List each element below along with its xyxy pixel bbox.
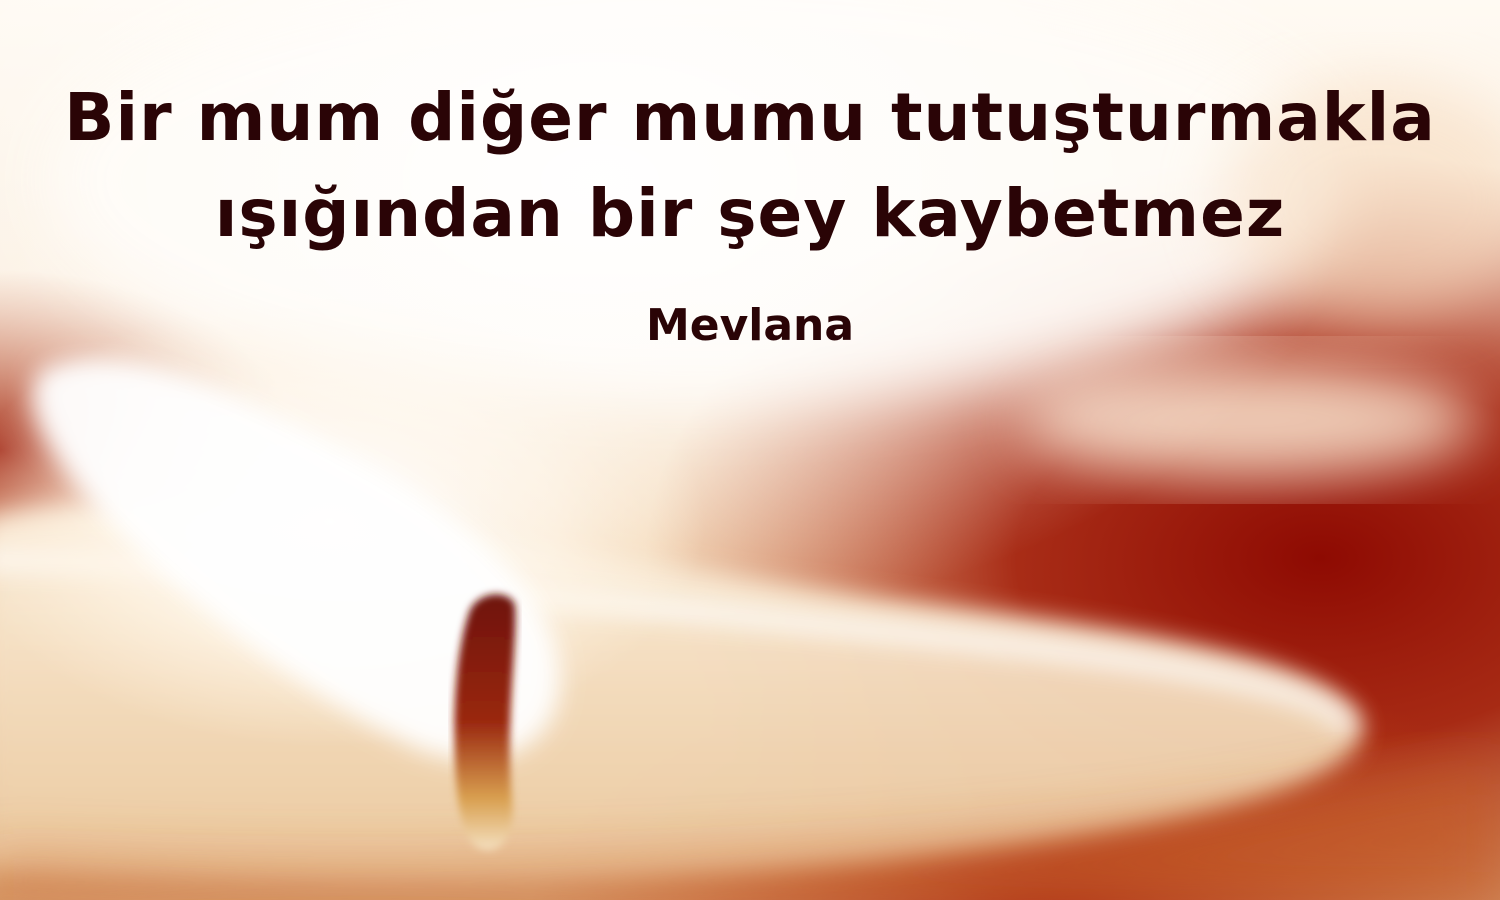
quote-author: Mevlana [645,300,855,351]
quote-line-1: Bir mum diğer mumu tutuşturmakla [64,79,1436,156]
quote-line-2: ışığından bir şey kaybetmez [214,175,1286,252]
